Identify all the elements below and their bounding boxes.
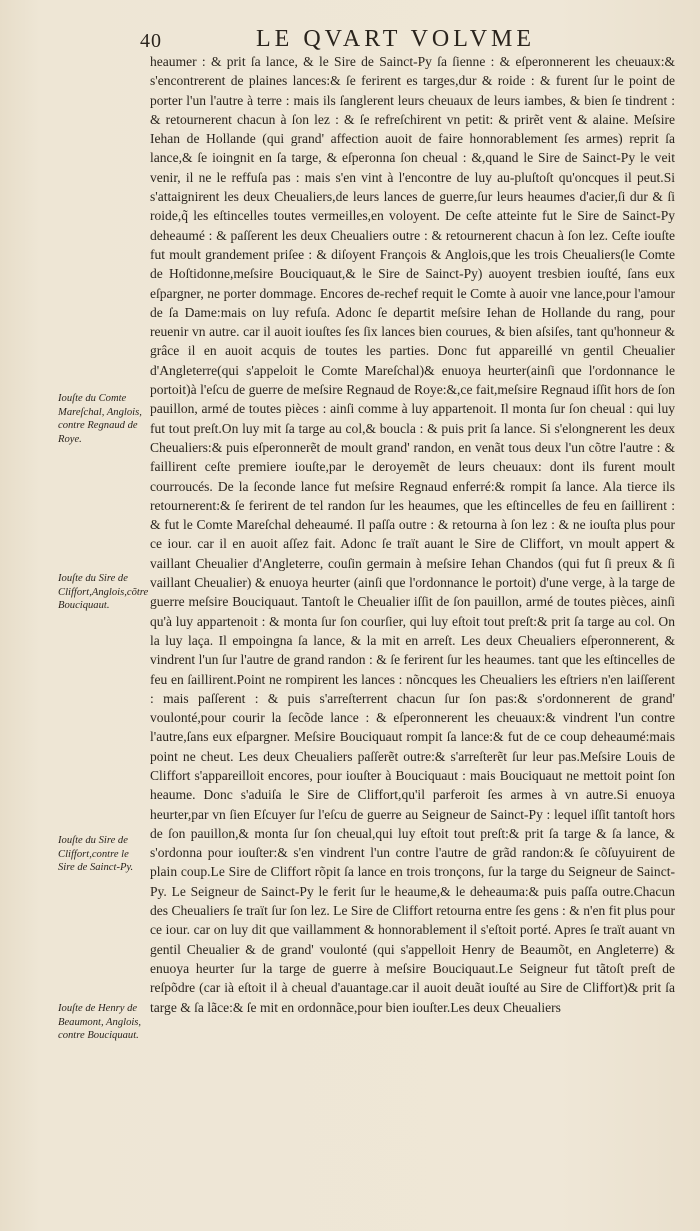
margin-note: Iouſte de Henry de Beaumont, Anglois, contre Bouciquaut. [58,1003,142,1042]
margin-note: Iouſte du Sire de Cliffort,Anglois,cõtre Bouciquaut. [58,573,149,612]
folio-number: 40 [140,30,162,52]
main-text-block [150,52,675,1017]
paragraph: heaumer : & prit ſa lance, & le Sire de Sainct-Py ſa ſienne : & eſperonnerent les cheuaux:& s'encontrerent de plaines lances:& ſe ferirent es targes,dur & roide : & furent ſur le point de porter l'un l'autre à terre : mais ils ſanglerent leurs cheuaux de leurs iambes, & bien ſe tindrent : & retournerent chacun à ſon lez : & ſe refreſchirent vn petit: & prirẽt vent & alaine. Meſsire Iehan de Hollande (qui grand' affection auoit de faire honnorablement ſes armes) reprit ſa lance,& ſe ioingnit en ſa targe, & eſperonna ſon cheual : &,quand le Sire de Sainct-Py le veit venir, il ne le reffuſa pas : mais s'en vint à l'encontre de luy au-pluſtoſt qu'oncques il peut.Si s'attaignirent les deux Cheualiers,de leurs lances de guerre,ſur leurs heaumes d'acier,ſi dur & ſi roide,q̃ les eſtincelles toutes vermeilles,en voloyent. De ceſte atteinte fut le Sire de Sainct-Py deheaumé : & paſſerent les deux Cheualiers outre : & retournerent chacun à ſon lez. Ceſte iouſte fut moult grandement priſee : & diſoyent François & Anglois,que les trois Cheualiers(le Comte de Hoſtidonne,meſsire Bouciquaut,& le Sire de Sainct-Py) auoyent tresbien iouſté, ſans eux eſpargner, ne porter dommage. Encores de-rechef requit le Comte à auoir vne lance,pour l'amour de ſa Dame:mais on luy refuſa. Adonc ſe departit meſsire Iehan de Hollande du rang, pour reuenir vn autre. car il auoit iouſtes ſes ſix lances bien courues, & bien aſsiſes, tant qu'honneur & grâce il en auoit acquis de toutes les parties. Donc fut appareillé vn gentil Cheualier d'Angleterre(qui s'appeloit le Comte Mareſchal)& enuoya heurter(ainſi que l'ordonnance le portoit)à l'eſcu de guerre de meſsire Regnaud de Roye:&,ce fait,meſsire Regnaud iſſit hors de ſon pauillon, armé de toutes pièces : ainſi comme à luy appartenoit. Il monta ſur ſon cheual : qui luy fut tout preſt.On luy mit ſa targe au col,& boucla : & puis prit ſa lance. Si s'elongnerent les deux Cheualiers:& puis eſperonnerẽt de moult grand' randon, en venãt tous deux l'un cõtre l'autre : & faillirent ceſte premiere iouſte,par le deroyemẽt de leurs cheuaux: dont ils furent moult courroucés. De la ſeconde lance fut meſsire Regnaud enferré:& rompit ſa lance. Ala tierce ils retournerent:& ſe ferirent de tel randon ſur les heaumes, que les eſtincelles de feu en ſaillirent : & fut le Comte Mareſchal deheaumé. Il paſſa outre : & retourna à ſon lez : & ne iouſta plus pour ce iour. car il en auoit aſſez fait. Adonc ſe traït auant le Sire de Cliffort, vn moult appert & vaillant Cheualier d'Angleterre, couſin germain à meſsire Iehan Chandos (qui fut ſi preux & ſi vaillant Cheualier) & enuoya heurter (ainſi que l'ordonnance le portoit) d'une verge, à la targe de guerre meſsire Bouciquaut. Tantoſt le Cheualier iſſit de ſon pauillon, armé de toutes pièces, ainſi qu'à luy appartenoit : & monta ſur ſon courſier, qui luy eſtoit tout preſt:& prit ſa targe au col. On la luy laça. Il empoingna ſa lance, & la mit en arreſt. Les deux Cheualiers eſperonnerent, & vindrent l'un ſur l'autre de grand randon : & ſe ferirent ſur les heaumes. tant que les eſtincelles de feu en ſaillirent.Point ne rompirent les lances : nõncques les Cheualiers les eſtriers n'en laiſſerent : mais paſſerent : & puis s'arreſterrent chacun ſur ſon pas:& s'ordonnerent de grand' voulonté,pour courir la ſecõde lance : & eſperonnerent les cheuaux:& vindrent l'un contre l'autre,ſans eux eſpargner. Meſsire Bouciquaut rompit ſa lance:& fut de ce coup deheaumé:mais point ne cheut. Les deux Cheualiers paſſerẽt outre:& s'arreſterẽt ſur leur pas.Meſsire Louis de Cliffort s'appareilloit encores, pour iouſter à Bouciquaut : mais Bouciquaut ne mettoit point ſon heaume. Donc s'aduiſa le Sire de Cliffort,qu'il parferoit ſes armes à vn autre.Si enuoya heurter,par vn ſien Eſcuyer ſur l'eſcu de guerre au Seigneur de Sainct-Py : lequel iſſit tantoſt hors de ſon pauillon,& monta ſur ſon cheual,qui luy eſtoit tout preſt:& prit ſa targe & ſa lance, & s'ordonna pour iouſter:& s'en vindrent l'un contre l'autre de grãd randon:& ſe cõſuyuirent de plain coup.Le Sire de Cliffort rõpit ſa lance en trois tronçons, ſur la targe du Seigneur de Sainct-Py. Le Seigneur de Sainct-Py le ferit ſur le heaume,& le deheauma:& puis paſſa outre.Chacun des Cheualiers ſe traït ſur ſon lez. Le Sire de Cliffort retourna entre ſes gens : & n'en fit plus pour ce iour. car on luy dit que vaillamment & honnorablement il s'eſtoit porté. Apres ſe traït auant vn gentil Cheualier & de grand' voulonté (qui s'appelloit Henry de Beaumõt, en Angleterre) & enuoya heurter ſur la targe de guerre à meſsire Bouciquaut.Le Seigneur fut tãtoſt preſt de reſpõdre (car ià eſtoit il à cheual d'auantage.car il auoit deuãt iouſté au Sire de Cliffort)& prit ſa targe & ſa lãce:& ſe mit en ordonnãce,pour bien iouſter.Les deux Cheualiers [150,54,675,1015]
margin-note: Iouſte du Sire de Cliffort,contre le Sire de Sainct-Py. [58,835,134,874]
margin-note: Iouſte du Comte Mareſchal, Anglois, contre Regnaud de Roye. [58,393,142,445]
running-title: LE QVART VOLVME [256,26,536,52]
